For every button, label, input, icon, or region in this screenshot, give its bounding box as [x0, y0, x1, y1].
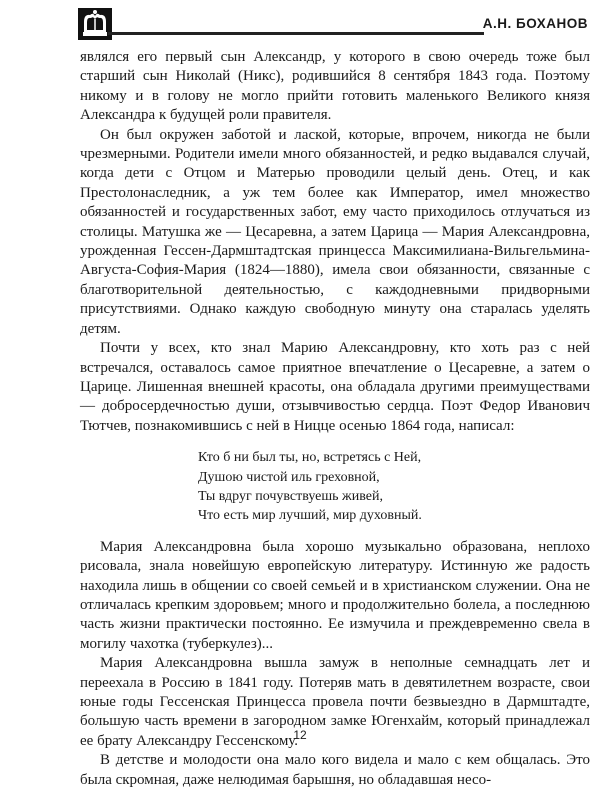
paragraph: Мария Александровна была хорошо музыкально образована, неплохо рисовала, знала новейшую европейскую литературу. Истинную же радость находила лишь в общении со своей семьей и в христианском служении. Она не отличалась крепким здоровьем; много и продолжительно болела, а последнюю часть жизни практически постоянно. Ее измучила и преждевременно свела в могилу чахотка (туберкулез)...	[80, 538, 590, 652]
poem-line: Ты вдруг почувствуешь живей,	[198, 488, 383, 504]
running-header	[78, 8, 588, 40]
paragraph: являлся его первый сын Александр, у которого в свою очередь тоже был старший сын Николай (Никс), родившийся 8 сентября 1843 года. Поэтому никому и в голову не могло прийти готовить маленького Великого князя Александра к будущей роли правителя.	[80, 49, 590, 124]
page-body-text	[80, 48, 590, 790]
header-rule	[108, 32, 484, 35]
imperial-crown-icon	[78, 8, 112, 40]
paragraph: Мария Александровна вышла замуж в неполные семнадцать лет и переехала в Россию в 1841 году. Потеряв мать в девятилетнем возрасте, свои юные годы Гессенская Принцесса провела почти безвыездно в Дармштадте, большую часть времени в загородном замке Югенхайм, который принадлежал ее брату Александру Гессенскому.	[80, 655, 590, 749]
paragraph: Он был окружен заботой и лаской, которые, впрочем, никогда не были чрезмерными. Родители имели много обязанностей, и редко выдавался случай, когда дети с Отцом и Матерью проводили целый день. Отец, и как Престолонаследник, а уж тем более как Император, имел множество обязанностей и государственных забот, ему часто приходилось отлучаться из столицы. Матушка же — Цесаревна, а затем Царица — Мария Александровна, урожденная Гессен-Дармштадтская принцесса Максимилиана-Вильгельмина-Августа-София-Мария (1824—1880), имела свои обязанности, связанные с благотворительной деятельностью, с каждодневными придворными присутствиями. Однако каждую свободную минуту она старалась уделять детям.	[80, 126, 590, 337]
poem-line: Кто б ни был ты, но, встретясь с Ней,	[198, 450, 422, 466]
poem-quote	[198, 448, 590, 526]
poem-line: Что есть мир лучший, мир духовный.	[198, 508, 422, 524]
running-header-author: А.Н. БОХАНОВ	[482, 16, 588, 31]
paragraph: Почти у всех, кто знал Марию Александровну, кто хоть раз с ней встречался, оставалось самое приятное впечатление о Цесаревне, а затем о Царице. Лишенная внешней красоты, она обладала другими преимуществами — добросердечностью души, отзывчивостью сердца. Поэт Федор Иванович Тютчев, познакомившись с ней в Ницце осенью 1864 года, написал:	[80, 340, 590, 434]
poem-line: Душою чистой иль греховной,	[198, 469, 380, 485]
paragraph: В детстве и молодости она мало кого видела и мало с кем общалась. Это была скромная, даже нелюдимая барышня, но обладавшая несо-	[80, 752, 590, 788]
page-number: 12	[293, 728, 307, 742]
